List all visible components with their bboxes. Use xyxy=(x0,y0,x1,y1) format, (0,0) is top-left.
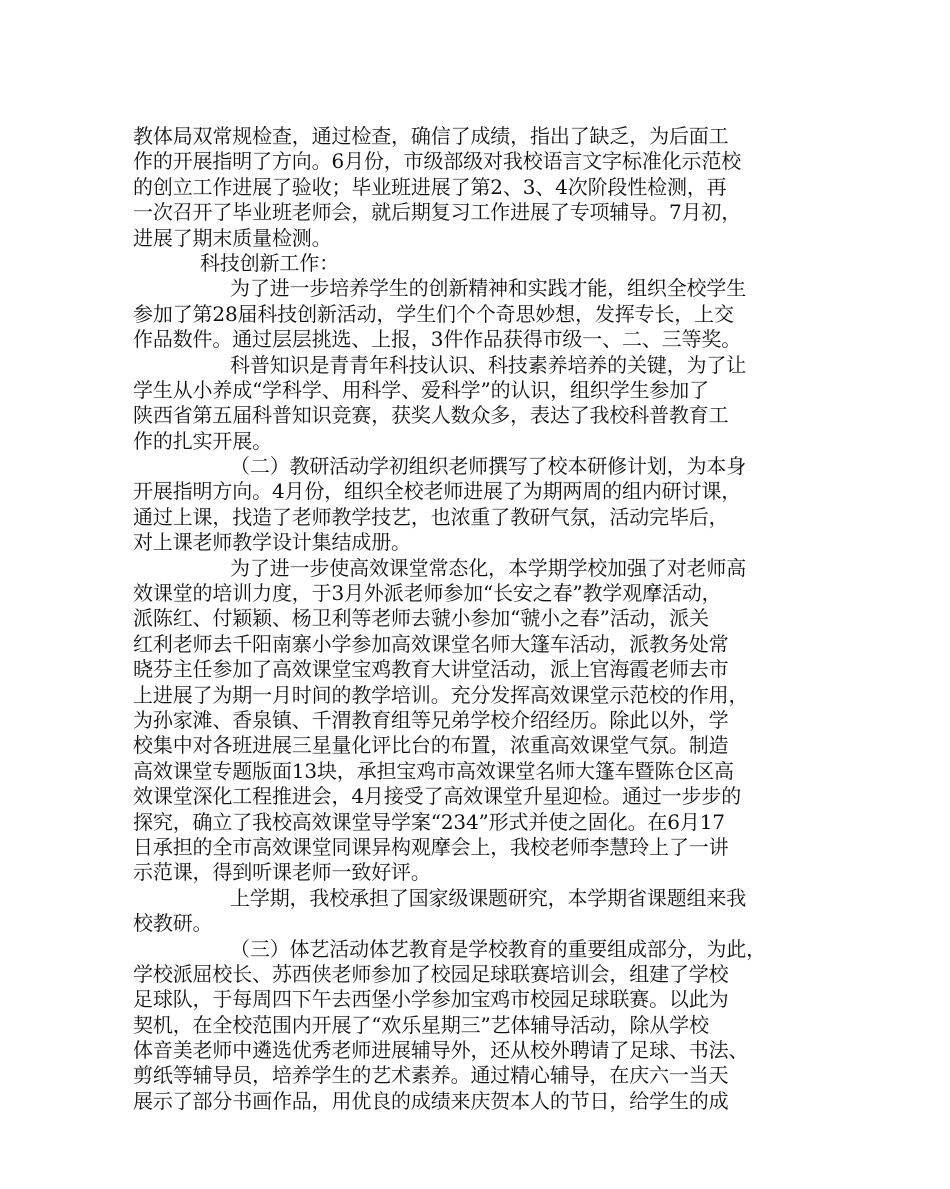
text-line: 探究，确立了我校高效课堂导学案“234”形式并使之固化。在6月17 xyxy=(133,809,725,834)
text-line: 示范课，得到听课老师一致好评。 xyxy=(133,860,431,885)
text-line: 开展指明方向。4月份，组织全校老师进展了为期两周的组内研讨课， xyxy=(133,479,742,504)
text-line: 高效课堂专题版面13块，承担宝鸡市高效课堂名师大篷车暨陈仓区高 xyxy=(133,758,734,783)
text-line: 作的开展指明了方向。6月份，市级部级对我校语言文字标准化示范校 xyxy=(133,149,742,174)
text-line: 上进展了为期一月时间的教学培训。充分发挥高效课堂示范校的作用， xyxy=(133,682,749,707)
text-line: 的创立工作进展了验收；毕业班进展了第2、3、4次阶段性检测，再 xyxy=(133,174,727,199)
text-line: 科普知识是青青年科技认识、科技素养培养的关键，为了让 xyxy=(230,352,747,377)
text-line: （二）教研活动学初组织老师撰写了校本研修计划，为本身 xyxy=(230,454,747,479)
text-line: 晓芬主任参加了高效课堂宝鸡教育大讲堂活动，派上官海霞老师去市 xyxy=(133,657,729,682)
text-line: 学校派屈校长、苏西侠老师参加了校园足球联赛培训会，组建了学校 xyxy=(133,961,729,986)
text-line: 对上课老师教学设计集结成册。 xyxy=(133,530,411,555)
text-line: 教体局双常规检查，通过检查，确信了成绩，指出了缺乏，为后面工 xyxy=(133,124,729,148)
text-line: 科技创新工作： xyxy=(200,250,339,275)
text-line: 通过上课，找造了老师教学技艺，也浓重了教研气氛，活动完毕后， xyxy=(133,504,729,529)
text-line: 陕西省第五届科普知识竞赛，获奖人数众多，表达了我校科普教育工 xyxy=(133,403,729,428)
text-line: 为了进一步使高效课堂常态化，本学期学校加强了对老师高 xyxy=(230,555,747,580)
text-line: 进展了期末质量检测。 xyxy=(133,225,332,250)
text-line: 参加了第28届科技创新活动，学生们个个奇思妙想，发挥专长，上交 xyxy=(133,301,734,326)
text-line: 作的扎实开展。 xyxy=(133,428,272,453)
text-line: 体音美老师中遴选优秀老师进展辅导外，还从校外聘请了足球、书法、 xyxy=(133,1038,749,1063)
text-line: 上学期，我校承担了国家级课题研究，本学期省课题组来我 xyxy=(230,885,747,910)
text-line: 一次召开了毕业班老师会，就后期复习工作进展了专项辅导。7月初， xyxy=(133,200,742,225)
text-line: 为了进一步培养学生的创新精神和实践才能，组织全校学生 xyxy=(230,276,747,301)
text-line: 作品数件。通过层层挑选、上报，3件作品获得市级一、二、三等奖。 xyxy=(133,327,742,352)
text-line: 效课堂的培训力度，于3月外派老师参加“长安之春”教学观摩活动， xyxy=(133,581,722,606)
text-line: 学生从小养成“学科学、用科学、爱科学”的认识，组织学生参加了 xyxy=(133,377,709,402)
text-line: 足球队，于每周四下午去西堡小学参加宝鸡市校园足球联赛。以此为 xyxy=(133,987,729,1012)
text-line: 效课堂深化工程推进会，4月接受了高效课堂升星迎检。通过一步步的 xyxy=(133,784,742,809)
text-line: 契机，在全校范围内开展了“欢乐星期三”艺体辅导活动，除从学校 xyxy=(133,1012,709,1037)
text-line: 剪纸等辅导员，培养学生的艺术素养。通过精心辅导，在庆六一当天 xyxy=(133,1063,729,1088)
text-line: （三）体艺活动体艺教育是学校教育的重要组成部分，为此， xyxy=(230,936,766,961)
text-line: 红利老师去千阳南寨小学参加高效课堂名师大篷车活动，派教务处常 xyxy=(133,631,729,656)
text-line: 展示了部分书画作品，用优良的成绩来庆贺本人的节日，给学生的成 xyxy=(133,1088,729,1113)
text-line: 派陈红、付颖颖、杨卫利等老师去虢小参加“虢小之春”活动，派关 xyxy=(133,606,709,631)
text-line: 为孙家滩、香泉镇、千渭教育组等兄弟学校介绍经历。除此以外，学 xyxy=(133,707,729,732)
document-body xyxy=(133,124,823,1114)
text-line: 校集中对各班进展三星量化评比台的布置，浓重高效课堂气氛。制造 xyxy=(133,733,729,758)
text-line: 校教研。 xyxy=(133,911,213,936)
text-line: 日承担的全市高效课堂同课异构观摩会上，我校老师李慧玲上了一讲 xyxy=(133,834,729,859)
